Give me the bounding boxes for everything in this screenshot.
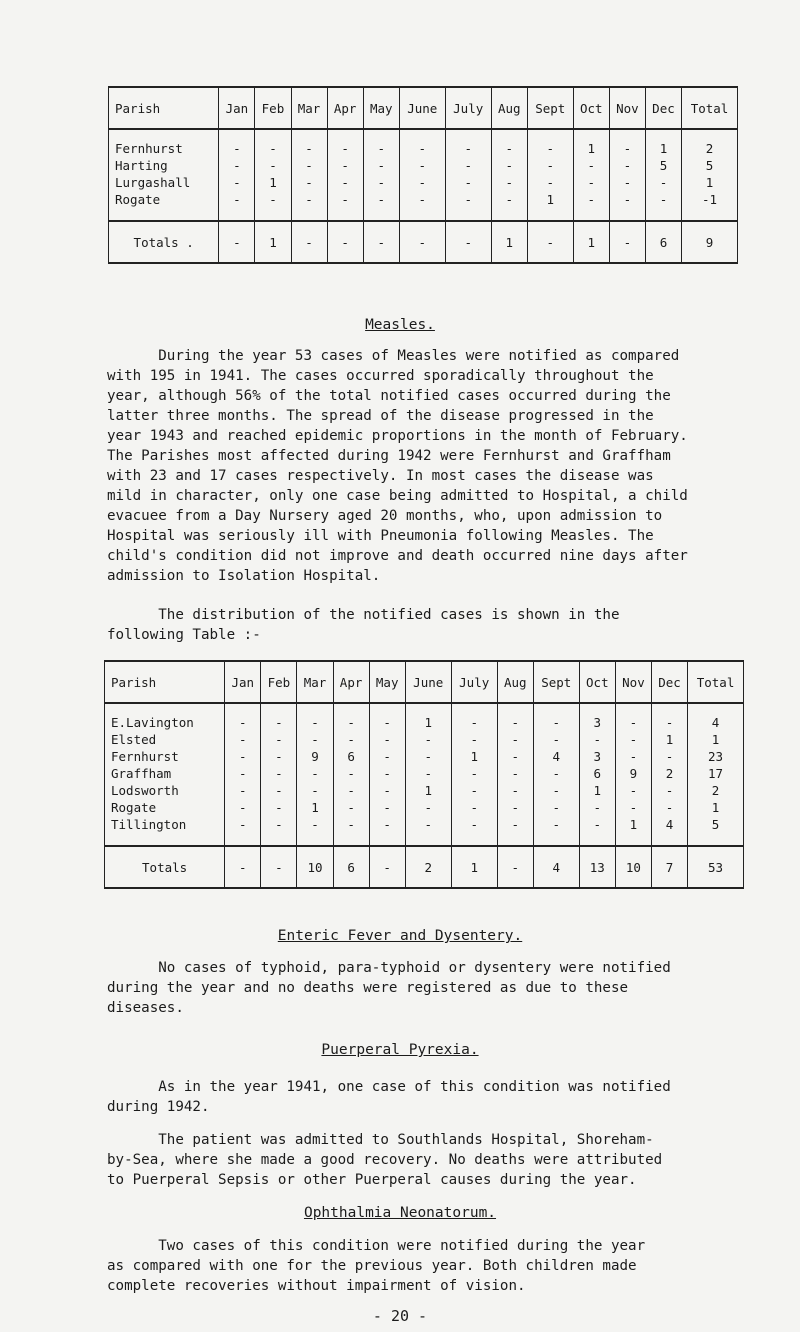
table-cell: - [497,748,533,765]
table-cell: - [651,714,687,731]
table-row [109,140,738,157]
table-row [105,782,744,799]
table-cell: - [369,731,405,748]
table-cell: - [609,174,645,191]
totals-cell: - [327,221,363,263]
totals-cell: 9 [682,221,738,263]
enteric-heading: Enteric Fever and Dysentery. [277,928,523,944]
table-cell: - [445,140,491,157]
puerperal-paragraph-1: As in the year 1941, one case of this condition was notified during 1942. [107,1079,671,1115]
table-cell: 1 [651,731,687,748]
table-cell: 3 [579,714,615,731]
table-cell: - [491,191,527,208]
totals-cell: 2 [405,846,451,888]
table-cell: Tillington [105,816,225,833]
table-cell: - [261,748,297,765]
table-cell: 2 [682,140,738,157]
table-cell: 4 [688,714,744,731]
header-cell: Apr [327,87,363,129]
table-cell: - [451,782,497,799]
table-cell: 1 [255,174,291,191]
totals-cell: - [527,221,573,263]
totals-cell: 1 [451,846,497,888]
header-cell: Nov [609,87,645,129]
ophthalmia-heading: Ophthalmia Neonatorum. [303,1205,497,1221]
table-cell: 1 [579,782,615,799]
table-cell: 1 [688,799,744,816]
table-cell: - [327,157,363,174]
table-cell: - [645,174,681,191]
table-cell: - [369,765,405,782]
table-cell: 5 [682,157,738,174]
table-cell: - [261,816,297,833]
table-cell: 6 [333,748,369,765]
header-cell: Feb [255,87,291,129]
totals-row [105,846,744,888]
table-1-parish-cases [108,86,738,264]
table-cell: - [327,191,363,208]
totals-cell: 53 [688,846,744,888]
totals-cell: 10 [297,846,333,888]
table-cell: - [445,157,491,174]
totals-row [109,221,738,263]
header-cell: Nov [615,661,651,703]
header-cell: Aug [491,87,527,129]
table-row [105,816,744,833]
table-row [105,765,744,782]
table-cell: - [491,157,527,174]
table-cell: 1 [573,140,609,157]
table-cell: - [261,799,297,816]
ophthalmia-paragraph: Two cases of this condition were notified during the year as compared with one for the previous year. Both children made complete recoveries without impairment of vision. [107,1238,646,1294]
header-cell: Oct [579,661,615,703]
table-cell: - [497,765,533,782]
table-cell: 4 [651,816,687,833]
totals-cell: - [497,846,533,888]
header-cell: June [399,87,445,129]
table-cell: - [405,731,451,748]
table-cell: - [225,714,261,731]
table-cell: - [405,816,451,833]
table-cell: - [579,799,615,816]
table-row [109,157,738,174]
totals-cell: 1 [573,221,609,263]
table-cell: - [573,191,609,208]
table-cell: - [451,816,497,833]
table-cell: 1 [451,748,497,765]
table-cell: - [609,157,645,174]
table-cell: 1 [615,816,651,833]
table-cell: - [363,157,399,174]
header-cell: Sept [533,661,579,703]
table-cell: - [405,748,451,765]
enteric-paragraph: No cases of typhoid, para-typhoid or dysentery were notified during the year and no deaths were registered as due to these diseases. [107,960,671,1016]
totals-cell: - [291,221,327,263]
table-cell: - [533,714,579,731]
totals-cell: 7 [651,846,687,888]
table-cell: - [615,799,651,816]
totals-cell: 13 [579,846,615,888]
table-cell: - [219,140,255,157]
header-cell: Dec [651,661,687,703]
table-cell: - [609,140,645,157]
header-cell: Dec [645,87,681,129]
table-cell: - [399,157,445,174]
table-cell: - [225,816,261,833]
table-cell: 2 [651,765,687,782]
header-cell: May [363,87,399,129]
header-cell: Parish [109,87,219,129]
totals-cell: - [363,221,399,263]
table-cell: - [255,157,291,174]
table-cell: - [533,765,579,782]
measles-paragraph-1: During the year 53 cases of Measles were notified as compared with 195 in 1941. The cases occurred sporadically throughout the year, although 56% of the total notified cases occurred during the latter three months. The spread of the disease progressed in the year 1943 and reached epidemic proportions in the month of February. The Parishes most affected during 1942 were Fernhurst and Graffham with 23 and 17 cases respectively. In most cases the disease was mild in character, only one case being admitted to Hospital, a child evacuee from a Day Nursery aged 20 months, who, upon admission to Hospital was seriously ill with Pneumonia following Measles. The child's condition did not improve and death occurred nine days after admission to Isolation Hospital. [107,348,688,584]
table-cell: Graffham [105,765,225,782]
table-row [105,714,744,731]
table-cell: 1 [527,191,573,208]
table-cell: Lurgashall [109,174,219,191]
header-cell: Feb [261,661,297,703]
table-cell: - [327,174,363,191]
table-cell: - [533,799,579,816]
table-cell: - [333,782,369,799]
table-cell: - [297,765,333,782]
table-cell: - [261,765,297,782]
table-cell: - [527,174,573,191]
table-cell: 1 [405,782,451,799]
table-cell: - [291,174,327,191]
table-cell: - [399,174,445,191]
totals-cell: 6 [645,221,681,263]
table-cell: - [405,799,451,816]
table-cell: - [333,731,369,748]
table-cell: - [297,731,333,748]
table-cell: -1 [682,191,738,208]
header-cell: Sept [527,87,573,129]
header-cell: July [451,661,497,703]
table-cell: - [261,782,297,799]
table-cell: - [219,191,255,208]
table-cell: - [451,799,497,816]
table-cell: Lodsworth [105,782,225,799]
table-cell: - [261,731,297,748]
table-cell: - [533,782,579,799]
puerperal-heading: Puerperal Pyrexia. [321,1042,479,1058]
table-cell: 3 [579,748,615,765]
header-cell: Parish [105,661,225,703]
header-cell: May [369,661,405,703]
header-cell: Total [688,661,744,703]
totals-cell: Totals [105,846,225,888]
table-cell: - [615,731,651,748]
table-cell: - [219,157,255,174]
table-cell: - [451,765,497,782]
table-cell: - [651,782,687,799]
table-cell: Elsted [105,731,225,748]
header-cell: Mar [291,87,327,129]
table-cell: - [261,714,297,731]
header-cell: June [405,661,451,703]
table-cell: - [615,714,651,731]
table-cell: - [573,174,609,191]
table-cell: - [255,140,291,157]
table-cell: - [527,157,573,174]
table-cell: - [497,816,533,833]
table-cell: - [645,191,681,208]
table-cell: - [297,816,333,833]
table-row [105,731,744,748]
table-cell: - [369,748,405,765]
header-cell: Jan [225,661,261,703]
table-cell: 6 [579,765,615,782]
table-cell: - [445,174,491,191]
measles-heading: Measles. [365,317,435,333]
table-cell: - [369,782,405,799]
table-cell: 1 [645,140,681,157]
table-row [109,191,738,208]
totals-cell: 10 [615,846,651,888]
table-cell: - [533,816,579,833]
header-cell: Aug [497,661,533,703]
table-cell: - [651,748,687,765]
table-cell: - [609,191,645,208]
totals-cell: 1 [491,221,527,263]
table-cell: - [369,816,405,833]
table-cell: - [579,731,615,748]
table-row [105,799,744,816]
table-cell: - [497,714,533,731]
totals-cell: - [261,846,297,888]
table-cell: E.Lavington [105,714,225,731]
totals-cell: - [369,846,405,888]
table-row [109,174,738,191]
table-cell: - [573,157,609,174]
table-cell: 4 [533,748,579,765]
table-cell: - [225,799,261,816]
table-cell: - [615,748,651,765]
table-2-header-row [105,661,744,703]
table-cell: 1 [297,799,333,816]
table-cell: Rogate [109,191,219,208]
table-cell: - [363,174,399,191]
table-cell: - [219,174,255,191]
table-cell: - [291,157,327,174]
totals-cell: 1 [255,221,291,263]
table-cell: - [451,731,497,748]
table-cell: - [363,191,399,208]
table-cell: 17 [688,765,744,782]
table-cell: - [615,782,651,799]
table-cell: - [497,731,533,748]
table-2-measles-distribution [104,660,744,889]
totals-cell: Totals . [109,221,219,263]
totals-cell: - [399,221,445,263]
header-cell: Oct [573,87,609,129]
table-cell: 5 [645,157,681,174]
table-cell: - [651,799,687,816]
header-cell: Apr [333,661,369,703]
table-cell: - [579,816,615,833]
table-cell: - [291,140,327,157]
table-cell: 5 [688,816,744,833]
table-cell: - [297,714,333,731]
table-cell: 9 [297,748,333,765]
table-cell: 23 [688,748,744,765]
table-cell: - [327,140,363,157]
table-cell: 2 [688,782,744,799]
table-cell: - [405,765,451,782]
header-cell: Mar [297,661,333,703]
header-cell: July [445,87,491,129]
table-cell: - [497,799,533,816]
table-cell: - [297,782,333,799]
table-cell: - [491,140,527,157]
table-cell: - [533,731,579,748]
table-cell: - [333,765,369,782]
table-cell: - [333,714,369,731]
table-cell: - [399,191,445,208]
table-cell: - [369,714,405,731]
table-cell: - [255,191,291,208]
totals-cell: - [219,221,255,263]
table-cell: 1 [405,714,451,731]
table-cell: 1 [682,174,738,191]
table-cell: - [527,140,573,157]
table-cell: - [399,140,445,157]
page-number: - 20 - [372,1307,428,1325]
table-cell: Fernhurst [109,140,219,157]
table-cell: - [225,748,261,765]
table-cell: - [225,765,261,782]
table-row [105,748,744,765]
table-cell: - [333,799,369,816]
table-cell: - [363,140,399,157]
table-cell: 9 [615,765,651,782]
table-cell: - [497,782,533,799]
table-cell: - [451,714,497,731]
table-cell: - [445,191,491,208]
table-cell: - [291,191,327,208]
totals-cell: 4 [533,846,579,888]
table-cell: - [333,816,369,833]
table-cell: - [225,731,261,748]
puerperal-paragraph-2: The patient was admitted to Southlands Hospital, Shoreham- by-Sea, where she made a good recovery. No deaths were attributed to Puerperal Sepsis or other Puerperal causes during the year. [107,1132,663,1188]
totals-cell: - [609,221,645,263]
table-cell: 1 [688,731,744,748]
header-cell: Jan [219,87,255,129]
header-cell: Total [682,87,738,129]
table-cell: Fernhurst [105,748,225,765]
table-1-header-row [109,87,738,129]
totals-cell: 6 [333,846,369,888]
table-cell: Harting [109,157,219,174]
totals-cell: - [225,846,261,888]
table-cell: - [225,782,261,799]
table-cell: Rogate [105,799,225,816]
measles-paragraph-2: The distribution of the notified cases is shown in the following Table :- [107,607,620,643]
table-cell: - [369,799,405,816]
table-cell: - [491,174,527,191]
totals-cell: - [445,221,491,263]
